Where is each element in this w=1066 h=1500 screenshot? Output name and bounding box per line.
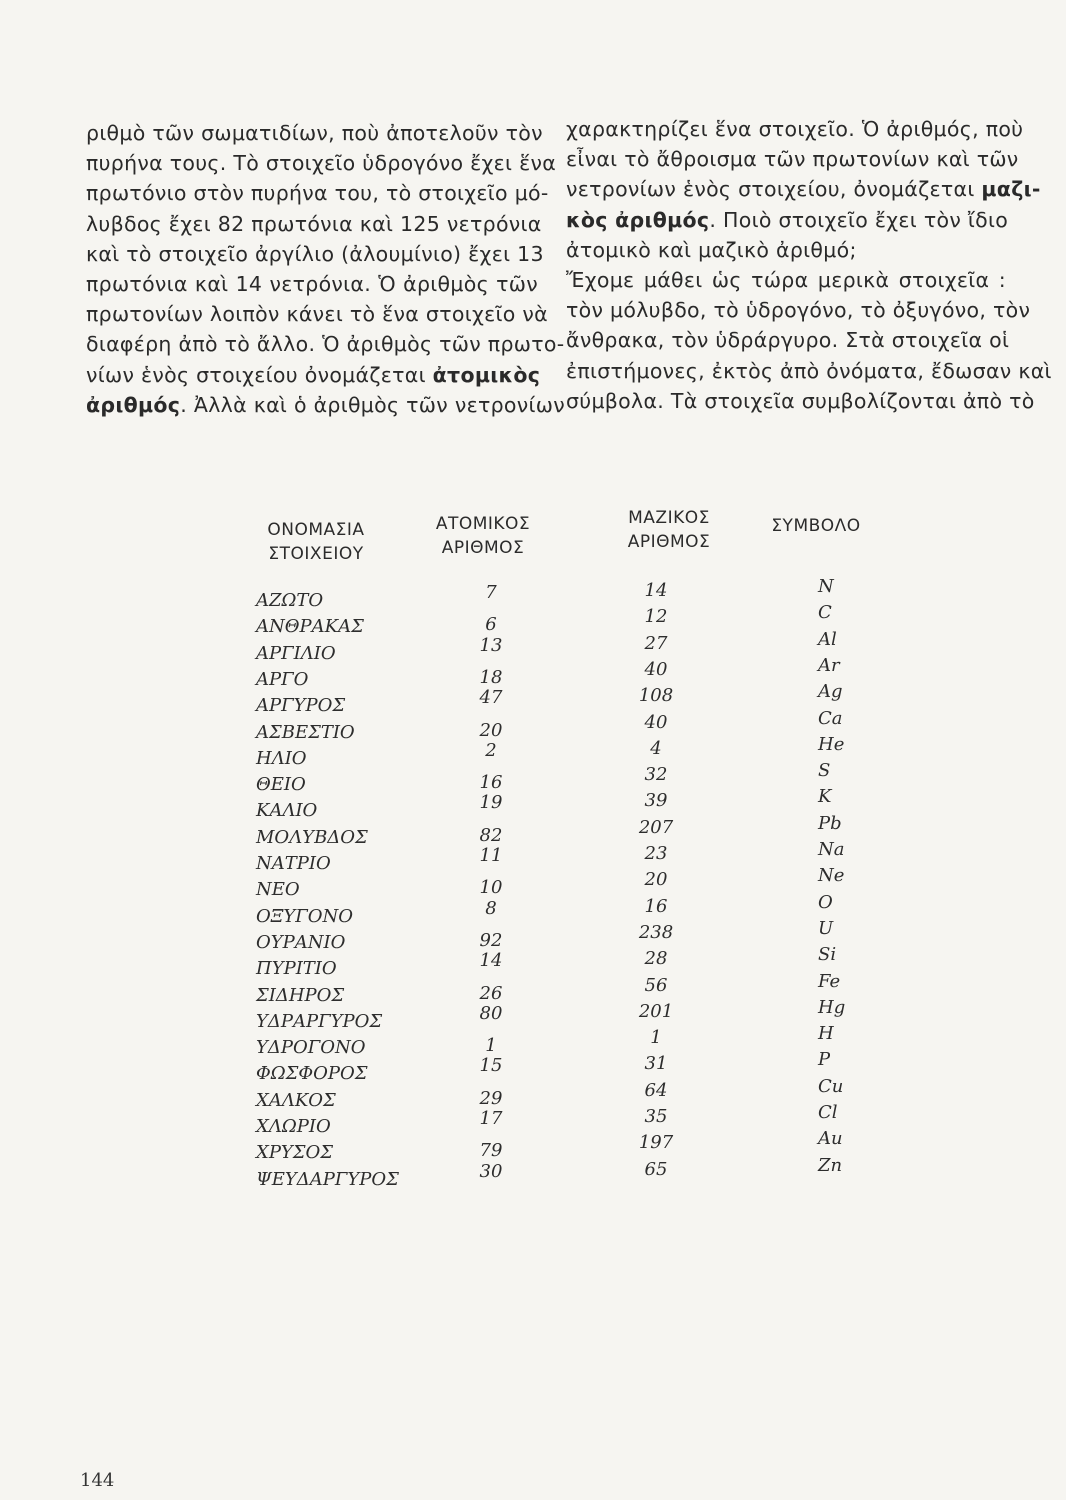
atomic-number-cell: 1	[485, 1035, 497, 1057]
atomic-number-cell: 17	[479, 1108, 503, 1129]
atomic-number-cell: 79	[479, 1140, 503, 1162]
mass-number-cell: 39	[644, 790, 668, 812]
symbol-cell: Cu	[818, 1075, 844, 1097]
mass-number-cell: 1	[650, 1027, 662, 1049]
element-name-cell: ΧΑΛΚΟΣ	[256, 1089, 336, 1111]
text-fragment: εἶναι τὸ ἄθροισμα τῶν πρωτονίων καὶ τῶν	[566, 147, 1019, 172]
element-name-cell: ΑΣΒΕΣΤΙΟ	[256, 721, 355, 743]
symbol-cell: C	[818, 602, 832, 624]
symbol-cell: U	[818, 917, 834, 939]
symbol-cell: Ne	[818, 865, 845, 887]
element-name-cell: ΥΔΡΟΓΟΝΟ	[256, 1037, 366, 1059]
atomic-number-cell: 14	[479, 950, 503, 972]
mass-number-cell: 108	[638, 685, 674, 707]
element-name-cell: ΨΕΥΔΑΡΓΥΡΟΣ	[256, 1168, 399, 1190]
right-body-text	[566, 114, 1052, 416]
atomic-number-cell: 47	[479, 687, 503, 709]
atomic-number-cell: 30	[479, 1160, 503, 1182]
right-body-line	[566, 205, 1009, 235]
mass-number-cell: 28	[644, 948, 668, 970]
symbol-cell: Au	[818, 1128, 843, 1150]
header-atomic-line1: ΑΤΟΜΙΚΟΣ	[435, 514, 531, 534]
mass-number-cell: 40	[644, 658, 668, 680]
mass-number-cell: 14	[644, 580, 668, 601]
right-body-line	[566, 174, 1041, 204]
left-body-line	[86, 178, 549, 208]
left-body-line	[86, 360, 541, 390]
left-body-line	[86, 209, 542, 239]
symbol-cell: Fe	[818, 970, 841, 992]
atomic-number-cell: 2	[485, 739, 497, 761]
left-body-line	[86, 239, 544, 269]
symbol-cell: P	[818, 1049, 831, 1071]
symbol-cell: Si	[818, 944, 837, 966]
header-name-line1: ΟΝΟΜΑΣΙΑ	[267, 520, 365, 540]
element-name-cell: ΑΡΓΙΛΙΟ	[256, 642, 336, 664]
left-body-line	[86, 390, 565, 420]
text-fragment: μαζι-	[981, 177, 1041, 202]
text-fragment: πρωτόνια καὶ 14 νετρόνια. Ὁ ἀριθμὸς τῶν	[86, 272, 538, 297]
mass-number-cell: 201	[638, 1000, 674, 1022]
atomic-number-cell: 16	[479, 772, 503, 794]
right-body-line	[566, 265, 1006, 295]
text-fragment: χαρακτηρίζει ἕνα στοιχεῖο. Ὁ ἀριθμός, ποὺ	[566, 117, 1024, 141]
mass-number-cell: 12	[644, 606, 668, 628]
symbol-cell: O	[818, 891, 833, 913]
mass-number-cell: 32	[644, 764, 668, 786]
element-name-cell: ΚΑΛΙΟ	[256, 800, 318, 822]
element-name-cell: ΧΛΩΡΙΟ	[256, 1116, 331, 1137]
text-fragment: ἐπιστήμονες, ἐκτὸς ἀπὸ ὀνόματα, ἔδωσαν καὶ	[566, 358, 1052, 383]
left-body-line	[86, 269, 538, 299]
atomic-number-cell: 13	[479, 634, 503, 656]
element-name-cell: ΑΡΓΟ	[256, 668, 309, 690]
element-name-cell: ΝΕΟ	[256, 879, 300, 901]
atomic-number-cell: 7	[485, 582, 497, 603]
right-body-line	[566, 356, 1052, 386]
page-number: 144	[80, 1470, 115, 1491]
element-name-cell: ΜΟΛΥΒΔΟΣ	[256, 826, 368, 848]
text-fragment: ἀριθμός	[86, 392, 181, 417]
left-body-line	[86, 299, 548, 329]
header-element-name	[246, 518, 386, 566]
element-name-cell: ΧΡΥΣΟΣ	[256, 1142, 334, 1164]
text-fragment: ἀτομικὸ καὶ μαζικὸ ἀριθμό;	[566, 237, 857, 262]
header-name-line2: ΣΤΟΙΧΕΙΟΥ	[268, 544, 364, 564]
mass-number-cell: 31	[644, 1053, 668, 1075]
element-name-cell: ΑΖΩΤΟ	[256, 590, 324, 611]
mass-number-cell: 40	[644, 711, 668, 733]
text-fragment: Ἔχομε μάθει ὡς τώρα μερικὰ στοιχεῖα :	[566, 268, 1006, 293]
text-fragment: νετρονίων ἑνὸς στοιχείου, ὀνομάζεται	[566, 177, 982, 202]
element-name-cell: ΝΑΤΡΙΟ	[256, 853, 331, 874]
mass-number-cell: 16	[644, 895, 668, 917]
text-fragment: . Ποιὸ στοιχεῖο ἔχει τὸν ἴδιο	[709, 207, 1009, 232]
symbol-cell: S	[818, 760, 831, 782]
symbol-cell: Pb	[818, 812, 842, 834]
right-body-line	[566, 386, 1035, 416]
element-name-cell: ΑΝΘΡΑΚΑΣ	[256, 616, 364, 638]
atomic-number-cell: 29	[479, 1087, 503, 1109]
symbol-cell: Na	[818, 839, 845, 860]
symbol-cell: K	[818, 786, 832, 808]
element-name-cell: ΑΡΓΥΡΟΣ	[256, 695, 346, 717]
symbol-cell: N	[818, 576, 834, 597]
element-name-cell: ΦΩΣΦΟΡΟΣ	[256, 1063, 368, 1085]
text-fragment: λυβδος ἔχει 82 πρωτόνια καὶ 125 νετρόνια	[86, 211, 542, 236]
mass-number-cell: 4	[650, 737, 662, 759]
atomic-number-cell: 10	[479, 877, 503, 899]
atomic-number-cell: 15	[479, 1055, 503, 1077]
mass-number-cell: 207	[638, 816, 674, 838]
element-name-cell: ΣΙΔΗΡΟΣ	[256, 984, 345, 1006]
mass-number-cell: 64	[644, 1079, 668, 1101]
right-body-line	[566, 325, 1010, 355]
text-fragment: νίων ἑνὸς στοιχείου ὀνομάζεται	[86, 362, 433, 387]
atomic-number-cell: 19	[479, 792, 503, 814]
element-name-cell: ΟΞΥΓΟΝΟ	[256, 905, 354, 927]
text-fragment: καὶ τὸ στοιχεῖο ἀργίλιο (ἀλουμίνιο) ἔχει 13	[86, 241, 544, 266]
atomic-number-cell: 6	[485, 614, 497, 636]
element-name-cell: ΗΛΙΟ	[256, 747, 307, 769]
symbol-cell: Hg	[818, 996, 846, 1018]
mass-number-cell: 23	[644, 843, 668, 864]
atomic-number-cell: 82	[479, 824, 503, 846]
atomic-number-cell: 8	[485, 897, 497, 919]
text-fragment: . Ἀλλὰ καὶ ὁ ἀριθμὸς τῶν νετρονίων	[180, 392, 565, 417]
header-mass-line1: ΜΑΖΙΚΟΣ	[628, 508, 710, 528]
mass-number-cell: 238	[638, 921, 674, 943]
element-name-cell: ΘΕΙΟ	[256, 774, 306, 796]
atomic-number-cell: 11	[479, 845, 503, 866]
element-name-cell: ΥΔΡΑΡΓΥΡΟΣ	[256, 1010, 383, 1032]
text-fragment: διαφέρη ἀπὸ τὸ ἄλλο. Ὁ ἀριθμὸς τῶν πρωτο-	[86, 332, 565, 357]
element-name-cell: ΠΥΡΙΤΙΟ	[256, 958, 337, 980]
symbol-cell: H	[818, 1023, 834, 1045]
atomic-number-cell: 80	[479, 1002, 503, 1024]
right-body-line	[566, 235, 1006, 265]
atomic-number-cell: 92	[479, 929, 503, 951]
element-name-cell: ΟΥΡΑΝΙΟ	[256, 931, 346, 953]
right-body-line	[566, 295, 1031, 325]
mass-number-cell: 197	[638, 1132, 674, 1154]
text-fragment: ἀτομικὸς	[432, 362, 541, 387]
text-fragment: πρωτόνιο στὸν πυρήνα του, τὸ στοιχεῖο μό-	[86, 181, 549, 206]
symbol-cell: Ca	[818, 707, 843, 729]
symbol-cell: Ag	[818, 681, 843, 703]
mass-number-cell: 65	[644, 1158, 668, 1180]
text-fragment: πρωτονίων λοιπὸν κάνει τὸ ἕνα στοιχεῖο νὰ	[86, 302, 548, 327]
text-fragment: πυρήνα τους. Τὸ στοιχεῖο ὑδρογόνο ἔχει ἕνα	[86, 151, 557, 176]
header-symbol-line1: ΣΥΜΒΟΛΟ	[771, 516, 861, 536]
header-mass-line2: ΑΡΙΘΜΟΣ	[627, 532, 711, 552]
mass-number-cell: 56	[644, 974, 668, 996]
symbol-cell: He	[818, 733, 845, 755]
left-body-text	[86, 118, 565, 420]
left-body-line	[86, 329, 565, 359]
header-mass-number	[612, 506, 726, 554]
symbol-cell: Al	[818, 628, 837, 650]
right-body-line	[566, 144, 1019, 174]
symbol-cell: Cl	[818, 1102, 838, 1123]
right-body-line	[566, 114, 1024, 144]
atomic-number-cell: 20	[479, 719, 503, 741]
atomic-number-cell: 18	[479, 666, 503, 688]
mass-number-cell: 20	[644, 869, 668, 891]
left-body-line	[86, 118, 543, 148]
text-fragment: ριθμὸ τῶν σωματιδίων, ποὺ ἀποτελοῦν τὸν	[86, 121, 543, 145]
left-body-line	[86, 148, 557, 178]
mass-number-cell: 35	[644, 1106, 668, 1127]
text-fragment: σύμβολα. Τὰ στοιχεῖα συμβολίζονται ἀπὸ τὸ	[566, 388, 1035, 413]
header-symbol	[758, 514, 874, 538]
text-fragment: κὸς ἀριθμός	[566, 207, 710, 232]
symbol-cell: Zn	[818, 1154, 843, 1176]
symbol-cell: Ar	[818, 654, 840, 676]
atomic-number-cell: 26	[479, 982, 503, 1004]
mass-number-cell: 27	[644, 632, 668, 654]
header-atomic-line2: ΑΡΙΘΜΟΣ	[441, 538, 525, 558]
text-fragment: τὸν μόλυβδο, τὸ ὑδρογόνο, τὸ ὀξυγόνο, τὸν	[566, 298, 1031, 323]
header-atomic-number	[422, 512, 544, 560]
text-fragment: ἄνθρακα, τὸν ὑδράργυρο. Στὰ στοιχεῖα οἱ	[566, 328, 1010, 353]
